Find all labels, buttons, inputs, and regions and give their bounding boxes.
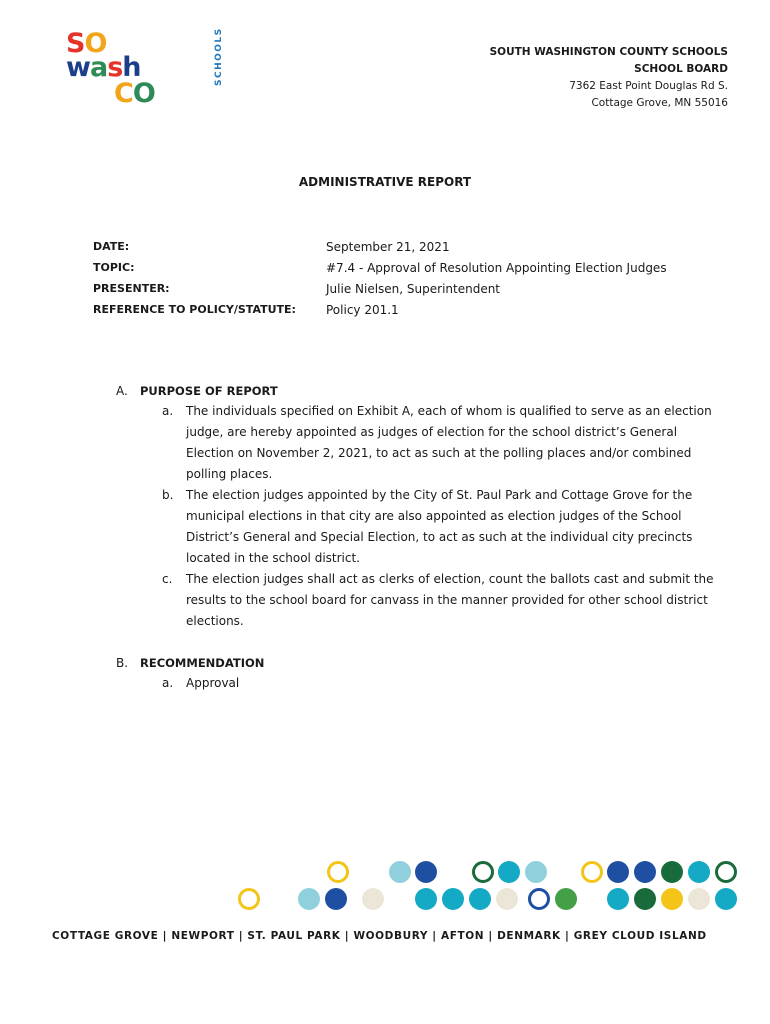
item-letter: c.	[162, 572, 173, 586]
sowashco-logo	[66, 27, 224, 114]
footer-locations: COTTAGE GROVE | NEWPORT | ST. PAUL PARK | WOODBURY | AFTON | DENMARK | GREY CLOUD ISLAND	[52, 930, 707, 942]
section-letter: B.	[116, 655, 129, 670]
section-purpose	[116, 380, 726, 632]
section-title: PURPOSE OF REPORT	[140, 383, 278, 398]
logo-schools-text: SCHOOLS	[214, 27, 224, 86]
section-heading	[116, 380, 726, 401]
meta-value: Policy 201.1	[326, 302, 399, 317]
filled-dot	[607, 888, 629, 910]
meta-value: #7.4 - Approval of Resolution Appointing Election Judges	[326, 260, 667, 275]
logo-letter: S	[66, 28, 85, 59]
meta-key: TOPIC:	[93, 261, 135, 274]
filled-dot	[498, 861, 520, 883]
item-letter: a.	[162, 404, 174, 418]
logo-letter: O	[132, 78, 155, 109]
ring-dot	[327, 861, 349, 883]
logo-letter: s	[107, 52, 123, 83]
logo-letter: h	[122, 52, 141, 83]
filled-dot	[661, 888, 683, 910]
filled-dot	[607, 861, 629, 883]
ring-dot	[581, 861, 603, 883]
ring-dot	[528, 888, 550, 910]
meta-key: DATE:	[93, 240, 130, 253]
meta-row-date	[93, 236, 667, 257]
section-heading	[116, 652, 726, 673]
logo-letter: C	[114, 78, 133, 109]
filled-dot	[715, 888, 737, 910]
org-name: SOUTH WASHINGTON COUNTY SCHOOLS	[489, 46, 728, 58]
meta-row-topic	[93, 257, 667, 278]
report-meta	[93, 236, 667, 320]
logo-letter: a	[89, 52, 108, 83]
street-address: 7362 East Point Douglas Rd S.	[569, 80, 728, 92]
purpose-list	[116, 401, 726, 632]
logo-row-3	[114, 80, 155, 107]
recommendation-list	[116, 673, 726, 694]
decorative-dots	[0, 855, 770, 915]
filled-dot	[496, 888, 518, 910]
meta-key: REFERENCE TO POLICY/STATUTE:	[93, 303, 296, 316]
filled-dot	[555, 888, 577, 910]
filled-dot	[325, 888, 347, 910]
filled-dot	[389, 861, 411, 883]
logo-row-2	[66, 54, 141, 81]
meta-key: PRESENTER:	[93, 282, 170, 295]
section-title: RECOMMENDATION	[140, 655, 265, 670]
meta-row-reference	[93, 299, 667, 320]
filled-dot	[634, 888, 656, 910]
filled-dot	[362, 888, 384, 910]
report-title: ADMINISTRATIVE REPORT	[298, 175, 472, 189]
logo-letter: w	[66, 52, 90, 83]
meta-row-presenter	[93, 278, 667, 299]
filled-dot	[469, 888, 491, 910]
list-item	[116, 485, 726, 569]
filled-dot	[298, 888, 320, 910]
item-text: The individuals specified on Exhibit A, each of whom is qualified to serve as an election judge, are hereby appointed as judges of election for the school district’s General Election on November 2, 2021, to act as such at the polling places and/or combined polling places.	[186, 404, 712, 481]
meta-value: Julie Nielsen, Superintendent	[326, 281, 501, 296]
item-letter: a.	[162, 676, 174, 690]
list-item	[116, 401, 726, 485]
item-text: Approval	[186, 676, 240, 690]
city-address: Cottage Grove, MN 55016	[591, 97, 728, 109]
section-recommendation	[116, 652, 726, 694]
ring-dot	[472, 861, 494, 883]
ring-dot	[715, 861, 737, 883]
item-text: The election judges shall act as clerks of election, count the ballots cast and submit the results to the school board for canvass in the manner provided for other school district elections.	[186, 572, 714, 628]
logo-letter: O	[84, 28, 107, 59]
filled-dot	[634, 861, 656, 883]
meta-value: September 21, 2021	[326, 239, 450, 254]
filled-dot	[442, 888, 464, 910]
filled-dot	[415, 888, 437, 910]
filled-dot	[525, 861, 547, 883]
item-letter: b.	[162, 488, 174, 502]
section-letter: A.	[116, 383, 128, 398]
filled-dot	[661, 861, 683, 883]
filled-dot	[688, 861, 710, 883]
item-text: The election judges appointed by the City of St. Paul Park and Cottage Grove for the municipal elections in that city are also appointed as election judges of the School District’s General and Special Election, to act as such at the individual city precincts located in the school district.	[186, 488, 693, 565]
address-block	[490, 44, 728, 112]
ring-dot	[238, 888, 260, 910]
list-item	[116, 673, 726, 694]
filled-dot	[688, 888, 710, 910]
list-item	[116, 569, 726, 632]
filled-dot	[415, 861, 437, 883]
board-name: SCHOOL BOARD	[634, 63, 728, 75]
